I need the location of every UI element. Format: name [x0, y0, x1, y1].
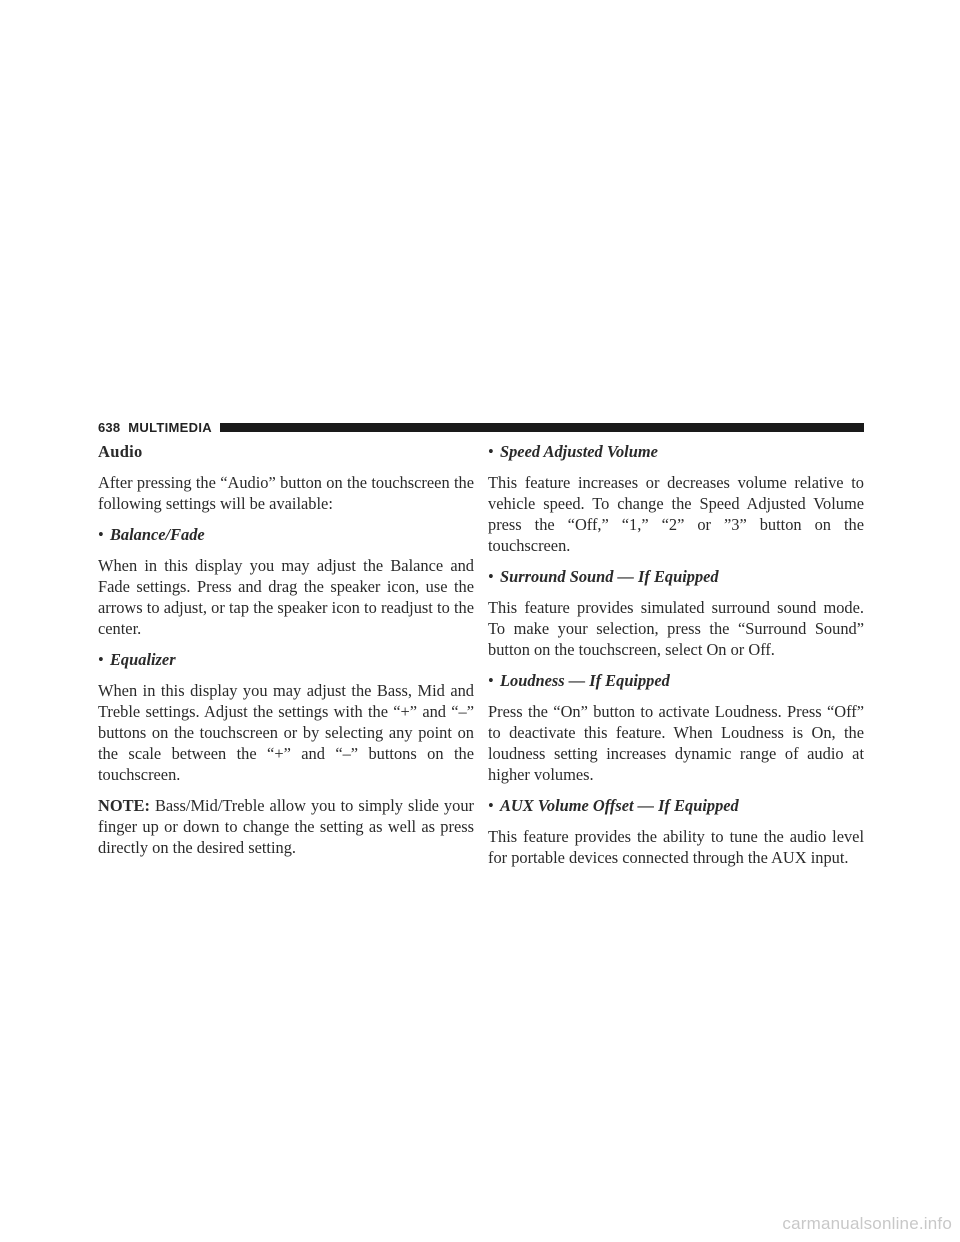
- speed-paragraph: This feature increases or decreases volume relative to vehicle speed. To change the Speed Adjusted Volume press the “Off,” “1,” “2” or ”3” button on the touchscreen.: [488, 473, 864, 555]
- bullet-speed-volume: [488, 441, 864, 462]
- bullet-icon: •: [488, 442, 494, 461]
- bullet-icon: •: [488, 796, 494, 815]
- bullet-label: Surround Sound — If Equipped: [500, 567, 719, 586]
- loudness-paragraph: Press the “On” button to activate Loudness. Press “Off” to deactivate this feature. When Loudness is On, the loudness setting increases dynamic range of audio at higher volumes.: [488, 702, 864, 784]
- bullet-balance-fade: [98, 524, 474, 545]
- watermark: carmanualsonline.info: [782, 1214, 952, 1233]
- page-number: 638: [98, 419, 121, 435]
- bullet-label: Balance/Fade: [110, 525, 205, 544]
- section-heading: Audio: [98, 442, 143, 461]
- header-rule: [220, 423, 864, 432]
- bullet-icon: •: [488, 567, 494, 586]
- aux-paragraph: This feature provides the ability to tune the audio level for portable devices connected through the AUX input.: [488, 827, 864, 867]
- bullet-loudness: [488, 670, 864, 691]
- bullet-label: Loudness — If Equipped: [500, 671, 670, 690]
- bullet-icon: •: [98, 525, 104, 544]
- note-label: NOTE:: [98, 796, 150, 815]
- surround-paragraph: This feature provides simulated surround sound mode. To make your selection, press the “Surround Sound” button on the touchscreen, select On or Off.: [488, 598, 864, 659]
- bullet-label: AUX Volume Offset — If Equipped: [500, 796, 739, 815]
- balance-paragraph: When in this display you may adjust the Balance and Fade settings. Press and drag the speaker icon, use the arrows to adjust, or tap the speaker icon to readjust to the center.: [98, 556, 474, 638]
- bullet-equalizer: [98, 649, 474, 670]
- bullet-label: Speed Adjusted Volume: [500, 442, 658, 461]
- bullet-aux-offset: [488, 795, 864, 816]
- section-title: MULTIMEDIA: [128, 419, 212, 435]
- note-paragraph: [98, 795, 474, 858]
- bullet-icon: •: [98, 650, 104, 669]
- note-text: Bass/Mid/Treble allow you to simply slide your finger up or down to change the setting as well as press directly on the desired setting.: [98, 796, 474, 857]
- equalizer-paragraph: When in this display you may adjust the Bass, Mid and Treble settings. Adjust the settings with the “+” and “–” buttons on the touchscreen or by selecting any point on the scale between the “+” and “–” buttons on the touchscreen.: [98, 681, 474, 784]
- bullet-surround-sound: [488, 566, 864, 587]
- intro-paragraph: After pressing the “Audio” button on the touchscreen the following settings will be available:: [98, 473, 474, 513]
- bullet-icon: •: [488, 671, 494, 690]
- bullet-label: Equalizer: [110, 650, 176, 669]
- page-header: [98, 419, 864, 435]
- right-column: [488, 441, 864, 878]
- left-column: [98, 441, 474, 868]
